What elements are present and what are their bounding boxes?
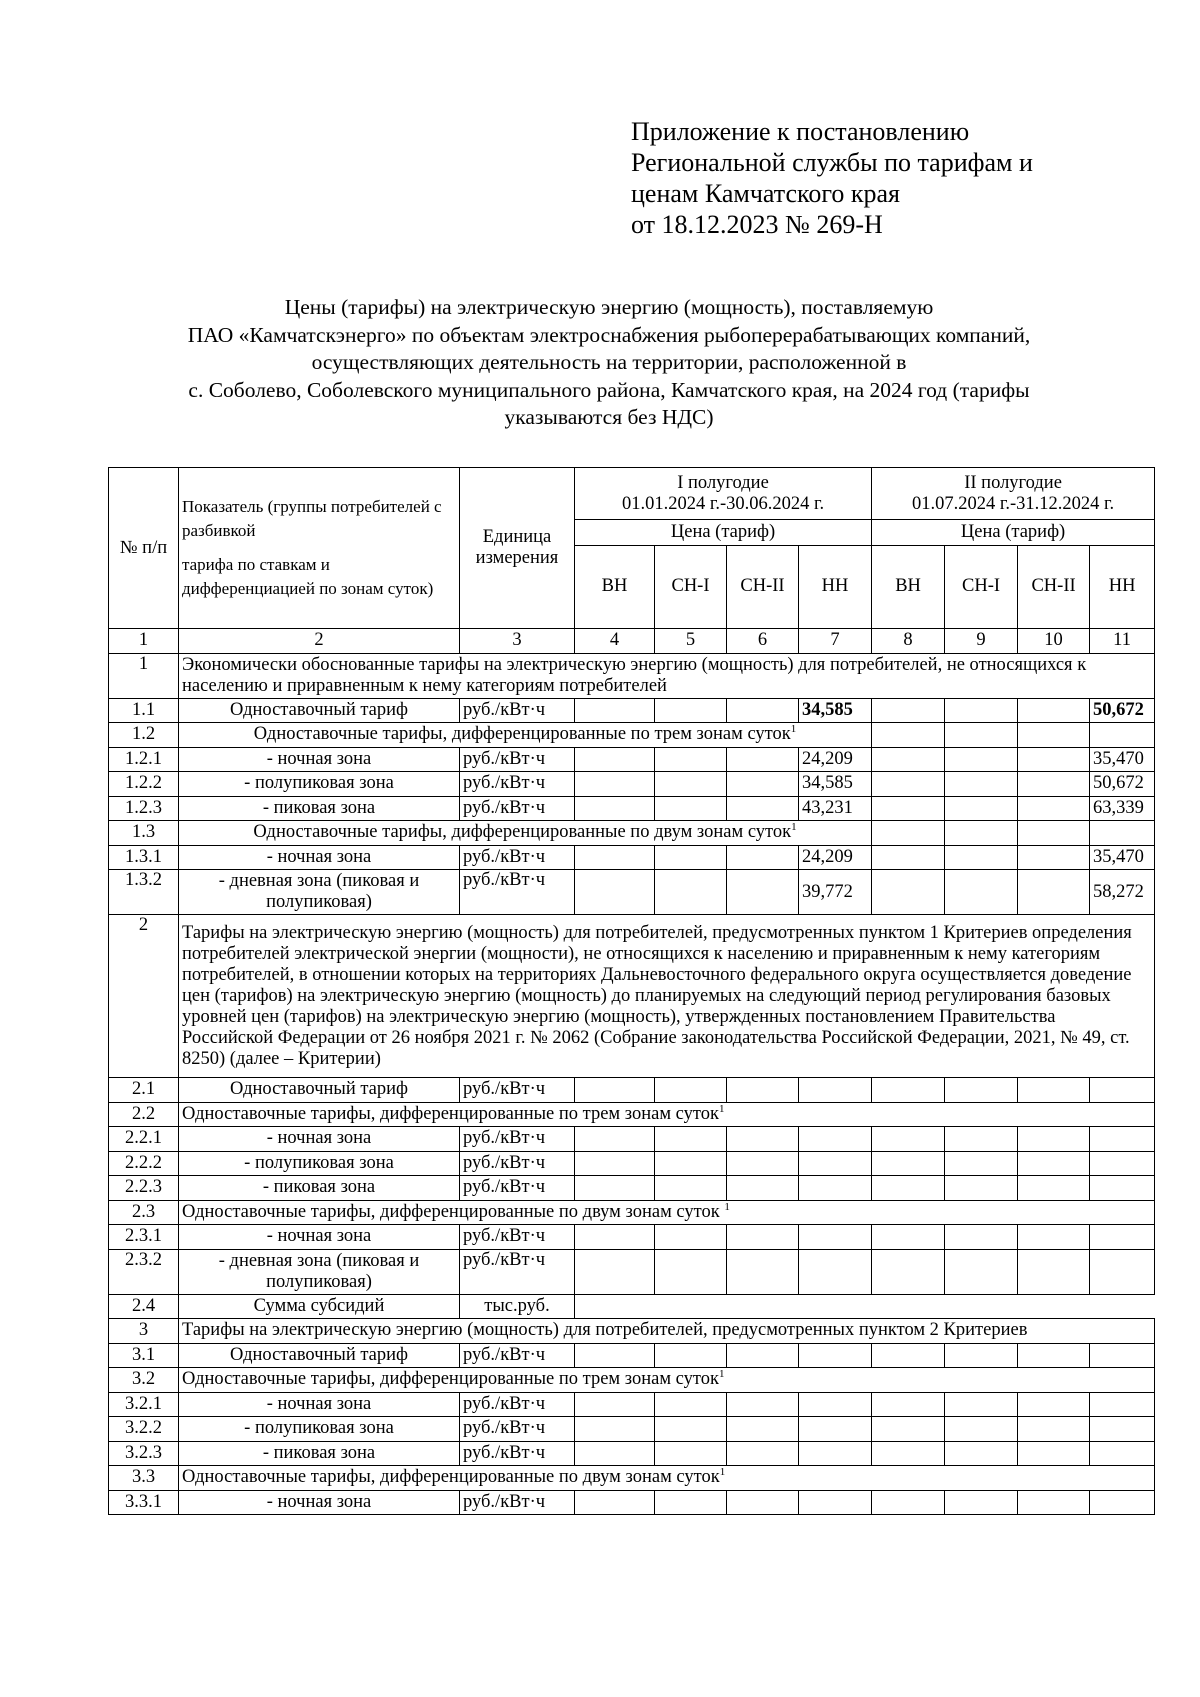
table-row xyxy=(109,870,1155,915)
row-num: 3.2.2 xyxy=(109,1417,179,1442)
row-num: 3 xyxy=(109,1319,179,1344)
group-row xyxy=(109,1102,1155,1127)
row-name: - ночная зона xyxy=(179,845,460,870)
row-name: Одноставочный тариф xyxy=(179,1343,460,1368)
col-number: 8 xyxy=(872,629,945,654)
row-num: 3.3.1 xyxy=(109,1490,179,1515)
half2-period: 01.07.2024 г.-31.12.2024 г. xyxy=(911,493,1115,514)
col-number: 11 xyxy=(1090,629,1155,654)
row-unit: руб./кВт·ч xyxy=(460,1343,575,1368)
footnote-mark: 1 xyxy=(791,821,797,834)
row-num: 2.2.1 xyxy=(109,1127,179,1152)
row-name: - ночная зона xyxy=(179,1127,460,1152)
price-header-1: Цена (тариф) xyxy=(575,520,872,545)
row-unit: руб./кВт·ч xyxy=(460,1176,575,1201)
row-name: - дневная зона (пиковая и полупиковая) xyxy=(179,870,460,915)
row-num: 2.2.2 xyxy=(109,1151,179,1176)
level-sn2: СН-II xyxy=(1018,545,1090,628)
row-unit: руб./кВт·ч xyxy=(460,1490,575,1515)
row-name: Сумма субсидий xyxy=(179,1294,460,1319)
section-row xyxy=(109,915,1155,1078)
row-num: 1.3.1 xyxy=(109,845,179,870)
row-name: - пиковая зона xyxy=(179,796,460,821)
level-sn1: СН-I xyxy=(945,545,1018,628)
group-title-text: Одноставочные тарифы, дифференцированные по двум зонам суток xyxy=(253,822,792,843)
row-name: - пиковая зона xyxy=(179,1176,460,1201)
row-num: 1.3 xyxy=(109,821,179,846)
table-row xyxy=(109,1343,1155,1368)
col-number: 9 xyxy=(945,629,1018,654)
row-name: - ночная зона xyxy=(179,1225,460,1250)
col-number: 7 xyxy=(799,629,872,654)
value-nn-h1: 24,209 xyxy=(799,845,872,870)
group-title-text: Одноставочные тарифы, дифференцированные по двум зонам суток xyxy=(182,1467,720,1488)
table-row xyxy=(109,747,1155,772)
level-nn: НН xyxy=(1090,545,1155,628)
table-row xyxy=(109,1294,1155,1319)
row-name: - полупиковая зона xyxy=(179,1151,460,1176)
row-unit: руб./кВт·ч xyxy=(460,1151,575,1176)
table-row xyxy=(109,1392,1155,1417)
footnote-mark: 1 xyxy=(719,1466,726,1479)
half1-period: 01.01.2024 г.-30.06.2024 г. xyxy=(621,493,825,514)
value-nn-h1: 24,209 xyxy=(799,747,872,772)
row-unit: руб./кВт·ч xyxy=(460,747,575,772)
row-num: 3.3 xyxy=(109,1466,179,1491)
header-half1 xyxy=(575,468,872,520)
group-title xyxy=(179,1200,1155,1225)
row-name: - полупиковая зона xyxy=(179,772,460,797)
footnote-mark: 1 xyxy=(718,1102,725,1115)
group-row xyxy=(109,1200,1155,1225)
footnote-mark: 1 xyxy=(790,723,797,736)
table-row xyxy=(109,772,1155,797)
row-num: 2.4 xyxy=(109,1294,179,1319)
col-number: 6 xyxy=(727,629,799,654)
group-title xyxy=(179,723,872,748)
appendix-line: ценам Камчатского края xyxy=(631,179,900,208)
appendix-line: Региональной службы по тарифам и xyxy=(631,148,1033,177)
value-nn-h1: 34,585 xyxy=(799,772,872,797)
table-row xyxy=(109,1441,1155,1466)
row-name: Одноставочный тариф xyxy=(179,1078,460,1103)
column-number-row xyxy=(109,629,1155,654)
level-nn: НН xyxy=(799,545,872,628)
group-title xyxy=(179,1102,1155,1127)
table-row xyxy=(109,1417,1155,1442)
row-num: 1.1 xyxy=(109,698,179,723)
row-num: 2 xyxy=(109,915,179,1078)
group-title-text: Одноставочные тарифы, дифференцированные по трем зонам суток xyxy=(182,1103,719,1124)
group-row xyxy=(109,821,1155,846)
value-nn-h2: 58,272 xyxy=(1090,870,1155,915)
level-sn1: СН-I xyxy=(655,545,727,628)
table-row xyxy=(109,1225,1155,1250)
title-line: осуществляющих деятельность на территории, расположенной в xyxy=(311,350,907,374)
title-line: с. Соболево, Соболевского муниципального района, Камчатского края, на 2024 год (тарифы xyxy=(188,377,1030,402)
row-unit: руб./кВт·ч xyxy=(460,1441,575,1466)
table-row xyxy=(109,1078,1155,1103)
row-name: - ночная зона xyxy=(179,1392,460,1417)
row-unit: руб./кВт·ч xyxy=(460,1417,575,1442)
row-num: 1.2.1 xyxy=(109,747,179,772)
row-num: 1.2 xyxy=(109,723,179,748)
footnote-mark: 1 xyxy=(718,1368,725,1381)
row-num: 2.3.1 xyxy=(109,1225,179,1250)
group-title-text: Одноставочные тарифы, дифференцированные по двум зонам суток xyxy=(182,1201,725,1222)
section-row xyxy=(109,653,1155,698)
value-nn-h1: 43,231 xyxy=(799,796,872,821)
value-nn-h1: 34,585 xyxy=(799,698,872,723)
header-row xyxy=(109,468,1155,520)
section-text: Экономически обоснованные тарифы на электрическую энергию (мощность) для потребителей, не относящихся к населению и приравненным к нему категориям потребителей xyxy=(179,653,1155,698)
col-number: 5 xyxy=(655,629,727,654)
row-num: 2.2.3 xyxy=(109,1176,179,1201)
row-unit: руб./кВт·ч xyxy=(460,1392,575,1417)
row-num: 2.3.2 xyxy=(109,1249,179,1294)
row-num: 1.2.2 xyxy=(109,772,179,797)
title-line: указываются без НДС) xyxy=(504,405,714,429)
title-line: Цены (тарифы) на электрическую энергию (мощность), поставляемую xyxy=(284,295,934,319)
table-row xyxy=(109,1490,1155,1515)
group-title xyxy=(179,1368,1155,1393)
row-unit: руб./кВт·ч xyxy=(460,845,575,870)
document-title xyxy=(108,294,1110,432)
section-text: Тарифы на электрическую энергию (мощность) для потребителей, предусмотренных пунктом 1 Критериев определения потребителей электрической энергии (мощности), не относящихся к населению и приравненным к нему категориям потребителей, в отношении которых на территориях Дальневосточного федерального округа осуществляется доведение цен (тарифов) на электрическую энергию (мощность) до планируемых на следующий период регулирования базовых уровней цен (тарифов) на электрическую энергию (мощность), утвержденных постановлением Правительства Российской Федерации от 26 ноября 2021 г. № 2062 (Собрание законодательства Российской Федерации, 2021, № 49, ст. 8250) (далее – Критерии) xyxy=(179,915,1155,1078)
appendix-line: Приложение к постановлению xyxy=(631,117,970,146)
row-num: 3.1 xyxy=(109,1343,179,1368)
title-line: ПАО «Камчатскэнерго» по объектам электроснабжения рыбоперерабатывающих компаний, xyxy=(187,322,1031,347)
group-title-text: Одноставочные тарифы, дифференцированные по трем зонам суток xyxy=(182,1369,719,1390)
row-unit: тыс.руб. xyxy=(460,1294,575,1319)
row-num: 2.1 xyxy=(109,1078,179,1103)
row-unit: руб./кВт·ч xyxy=(460,698,575,723)
row-num: 2.3 xyxy=(109,1200,179,1225)
value-nn-h2: 50,672 xyxy=(1090,698,1155,723)
row-num: 1.2.3 xyxy=(109,796,179,821)
row-name: - пиковая зона xyxy=(179,1441,460,1466)
row-num: 1.3.2 xyxy=(109,870,179,915)
header-unit: Единица измерения xyxy=(460,468,575,629)
col-number: 10 xyxy=(1018,629,1090,654)
section-text: Тарифы на электрическую энергию (мощность) для потребителей, предусмотренных пунктом 2 Критериев xyxy=(179,1319,1155,1344)
row-num: 3.2 xyxy=(109,1368,179,1393)
tariff-table xyxy=(108,467,1155,1515)
level-vn: ВН xyxy=(872,545,945,628)
table-row xyxy=(109,1127,1155,1152)
value-nn-h2: 50,672 xyxy=(1090,772,1155,797)
level-vn: ВН xyxy=(575,545,655,628)
header-indicator xyxy=(179,468,460,629)
section-row xyxy=(109,1319,1155,1344)
row-name: - дневная зона (пиковая и полупиковая) xyxy=(179,1249,460,1294)
header-indicator-b: тарифа по ставкам и дифференциацией по зонам суток) xyxy=(182,555,434,598)
group-row xyxy=(109,723,1155,748)
row-unit: руб./кВт·ч xyxy=(460,772,575,797)
row-num: 3.2.3 xyxy=(109,1441,179,1466)
value-nn-h2: 35,470 xyxy=(1090,747,1155,772)
appendix-line: от 18.12.2023 № 269-Н xyxy=(631,210,883,239)
header-half2 xyxy=(872,468,1155,520)
row-unit: руб./кВт·ч xyxy=(460,1225,575,1250)
group-row xyxy=(109,1368,1155,1393)
col-number: 3 xyxy=(460,629,575,654)
row-unit: руб./кВт·ч xyxy=(460,870,575,915)
table-row xyxy=(109,1249,1155,1294)
half1-title: I полугодие xyxy=(677,472,769,493)
col-number: 2 xyxy=(179,629,460,654)
group-title xyxy=(179,1466,1155,1491)
value-nn-h2: 35,470 xyxy=(1090,845,1155,870)
row-name: Одноставочный тариф xyxy=(179,698,460,723)
level-sn2: СН-II xyxy=(727,545,799,628)
half2-title: II полугодие xyxy=(964,472,1062,493)
group-row xyxy=(109,1466,1155,1491)
table-row xyxy=(109,1176,1155,1201)
group-title-text: Одноставочные тарифы, дифференцированные по трем зонам суток xyxy=(253,724,791,745)
row-num: 1 xyxy=(109,653,179,698)
table-row xyxy=(109,796,1155,821)
row-unit: руб./кВт·ч xyxy=(460,1078,575,1103)
col-number: 4 xyxy=(575,629,655,654)
row-num: 3.2.1 xyxy=(109,1392,179,1417)
col-number: 1 xyxy=(109,629,179,654)
value-nn-h2: 63,339 xyxy=(1090,796,1155,821)
value-nn-h1: 39,772 xyxy=(799,870,872,915)
table-row xyxy=(109,845,1155,870)
row-name: - ночная зона xyxy=(179,1490,460,1515)
row-unit: руб./кВт·ч xyxy=(460,796,575,821)
group-title xyxy=(179,821,872,846)
table-row xyxy=(109,698,1155,723)
row-unit: руб./кВт·ч xyxy=(460,1127,575,1152)
row-name: - полупиковая зона xyxy=(179,1417,460,1442)
header-num: № п/п xyxy=(109,468,179,629)
appendix-note xyxy=(631,116,1111,240)
header-indicator-a: Показатель (группы потребителей с разбивкой xyxy=(182,497,442,540)
row-name: - ночная зона xyxy=(179,747,460,772)
price-header-2: Цена (тариф) xyxy=(872,520,1155,545)
row-num: 2.2 xyxy=(109,1102,179,1127)
row-unit: руб./кВт·ч xyxy=(460,1249,575,1294)
footnote-mark: 1 xyxy=(724,1200,730,1213)
table-row xyxy=(109,1151,1155,1176)
